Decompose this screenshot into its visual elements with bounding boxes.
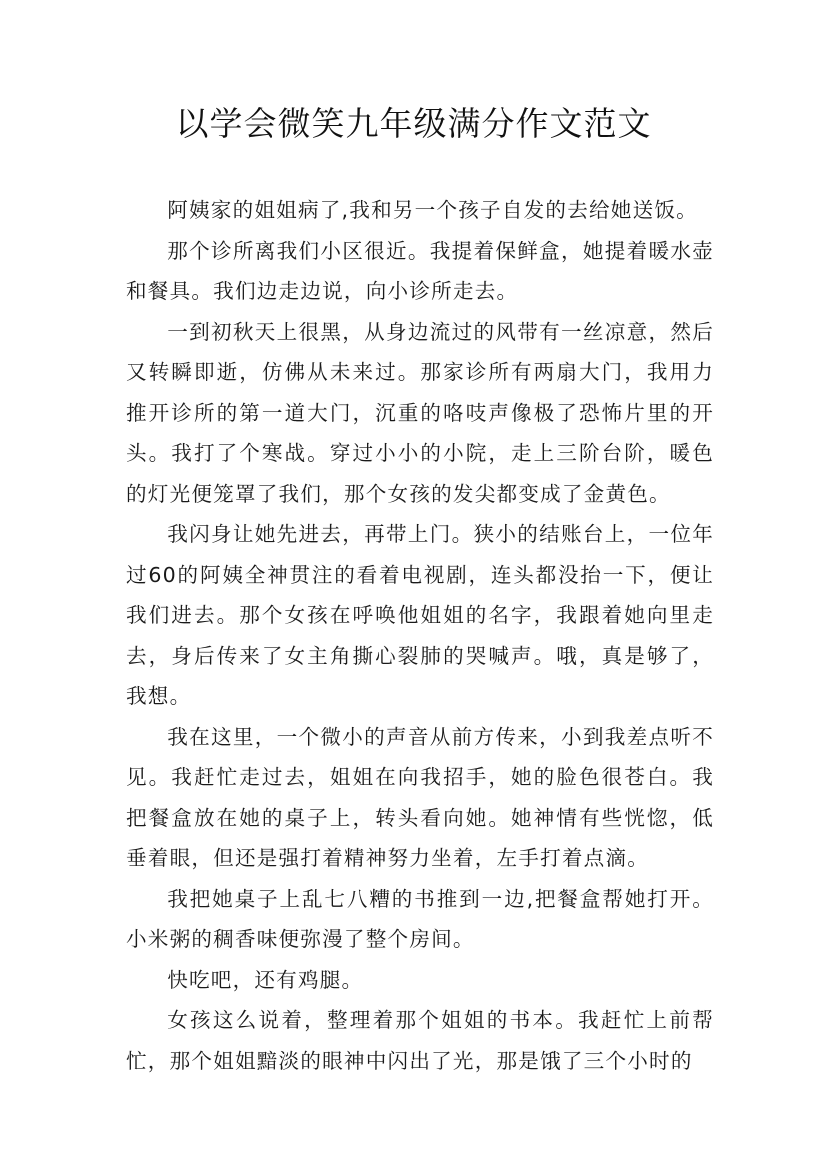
- document-body: [126, 190, 714, 1081]
- paragraph: 我把她桌子上乱七八糟的书推到一边,把餐盒帮她打开。小米粥的稠香味便弥漫了整个房间。: [126, 886, 714, 951]
- document-title: 以学会微笑九年级满分作文范文: [175, 104, 652, 143]
- paragraph: 阿姨家的姐姐病了,我和另一个孩子自发的去给她送饭。: [167, 198, 698, 222]
- paragraph: 女孩这么说着，整理着那个姐姐的书本。我赶忙上前帮忙，那个姐姐黯淡的眼神中闪出了光，那是饿了三个小时的: [126, 1008, 714, 1073]
- paragraph: 一到初秋天上很黑，从身边流过的风带有一丝凉意，然后又转瞬即逝，仿佛从未来过。那家诊所有两扇大门，我用力推开诊所的第一道大门，沉重的咯吱声像极了恐怖片里的开头。我打了个寒战。穿过小小的小院，走上三阶台阶，暖色的灯光便笼罩了我们，那个女孩的发尖都变成了金黄色。: [126, 319, 714, 506]
- paragraph: 快吃吧，还有鸡腿。: [167, 967, 364, 992]
- paragraph: 那个诊所离我们小区很近。我提着保鲜盒，她提着暖水壶和餐具。我们边走边说，向小诊所走去。: [126, 238, 714, 303]
- paragraph: 我在这里，一个微小的声音从前方传来，小到我差点听不见。我赶忙走过去，姐姐在向我招手，她的脸色很苍白。我把餐盒放在她的桌子上，转头看向她。她神情有些恍惚，低垂着眼，但还是强打着精神努力坐着，左手打着点滴。: [126, 724, 714, 870]
- paragraph: 我闪身让她先进去，再带上门。狭小的结账台上，一位年过60的阿姨全神贯注的看着电视剧，连头都没抬一下，便让我们进去。那个女孩在呼唤他姐姐的名字，我跟着她向里走去，身后传来了女主角撕心裂肺的哭喊声。哦，真是够了，我想。: [126, 522, 714, 708]
